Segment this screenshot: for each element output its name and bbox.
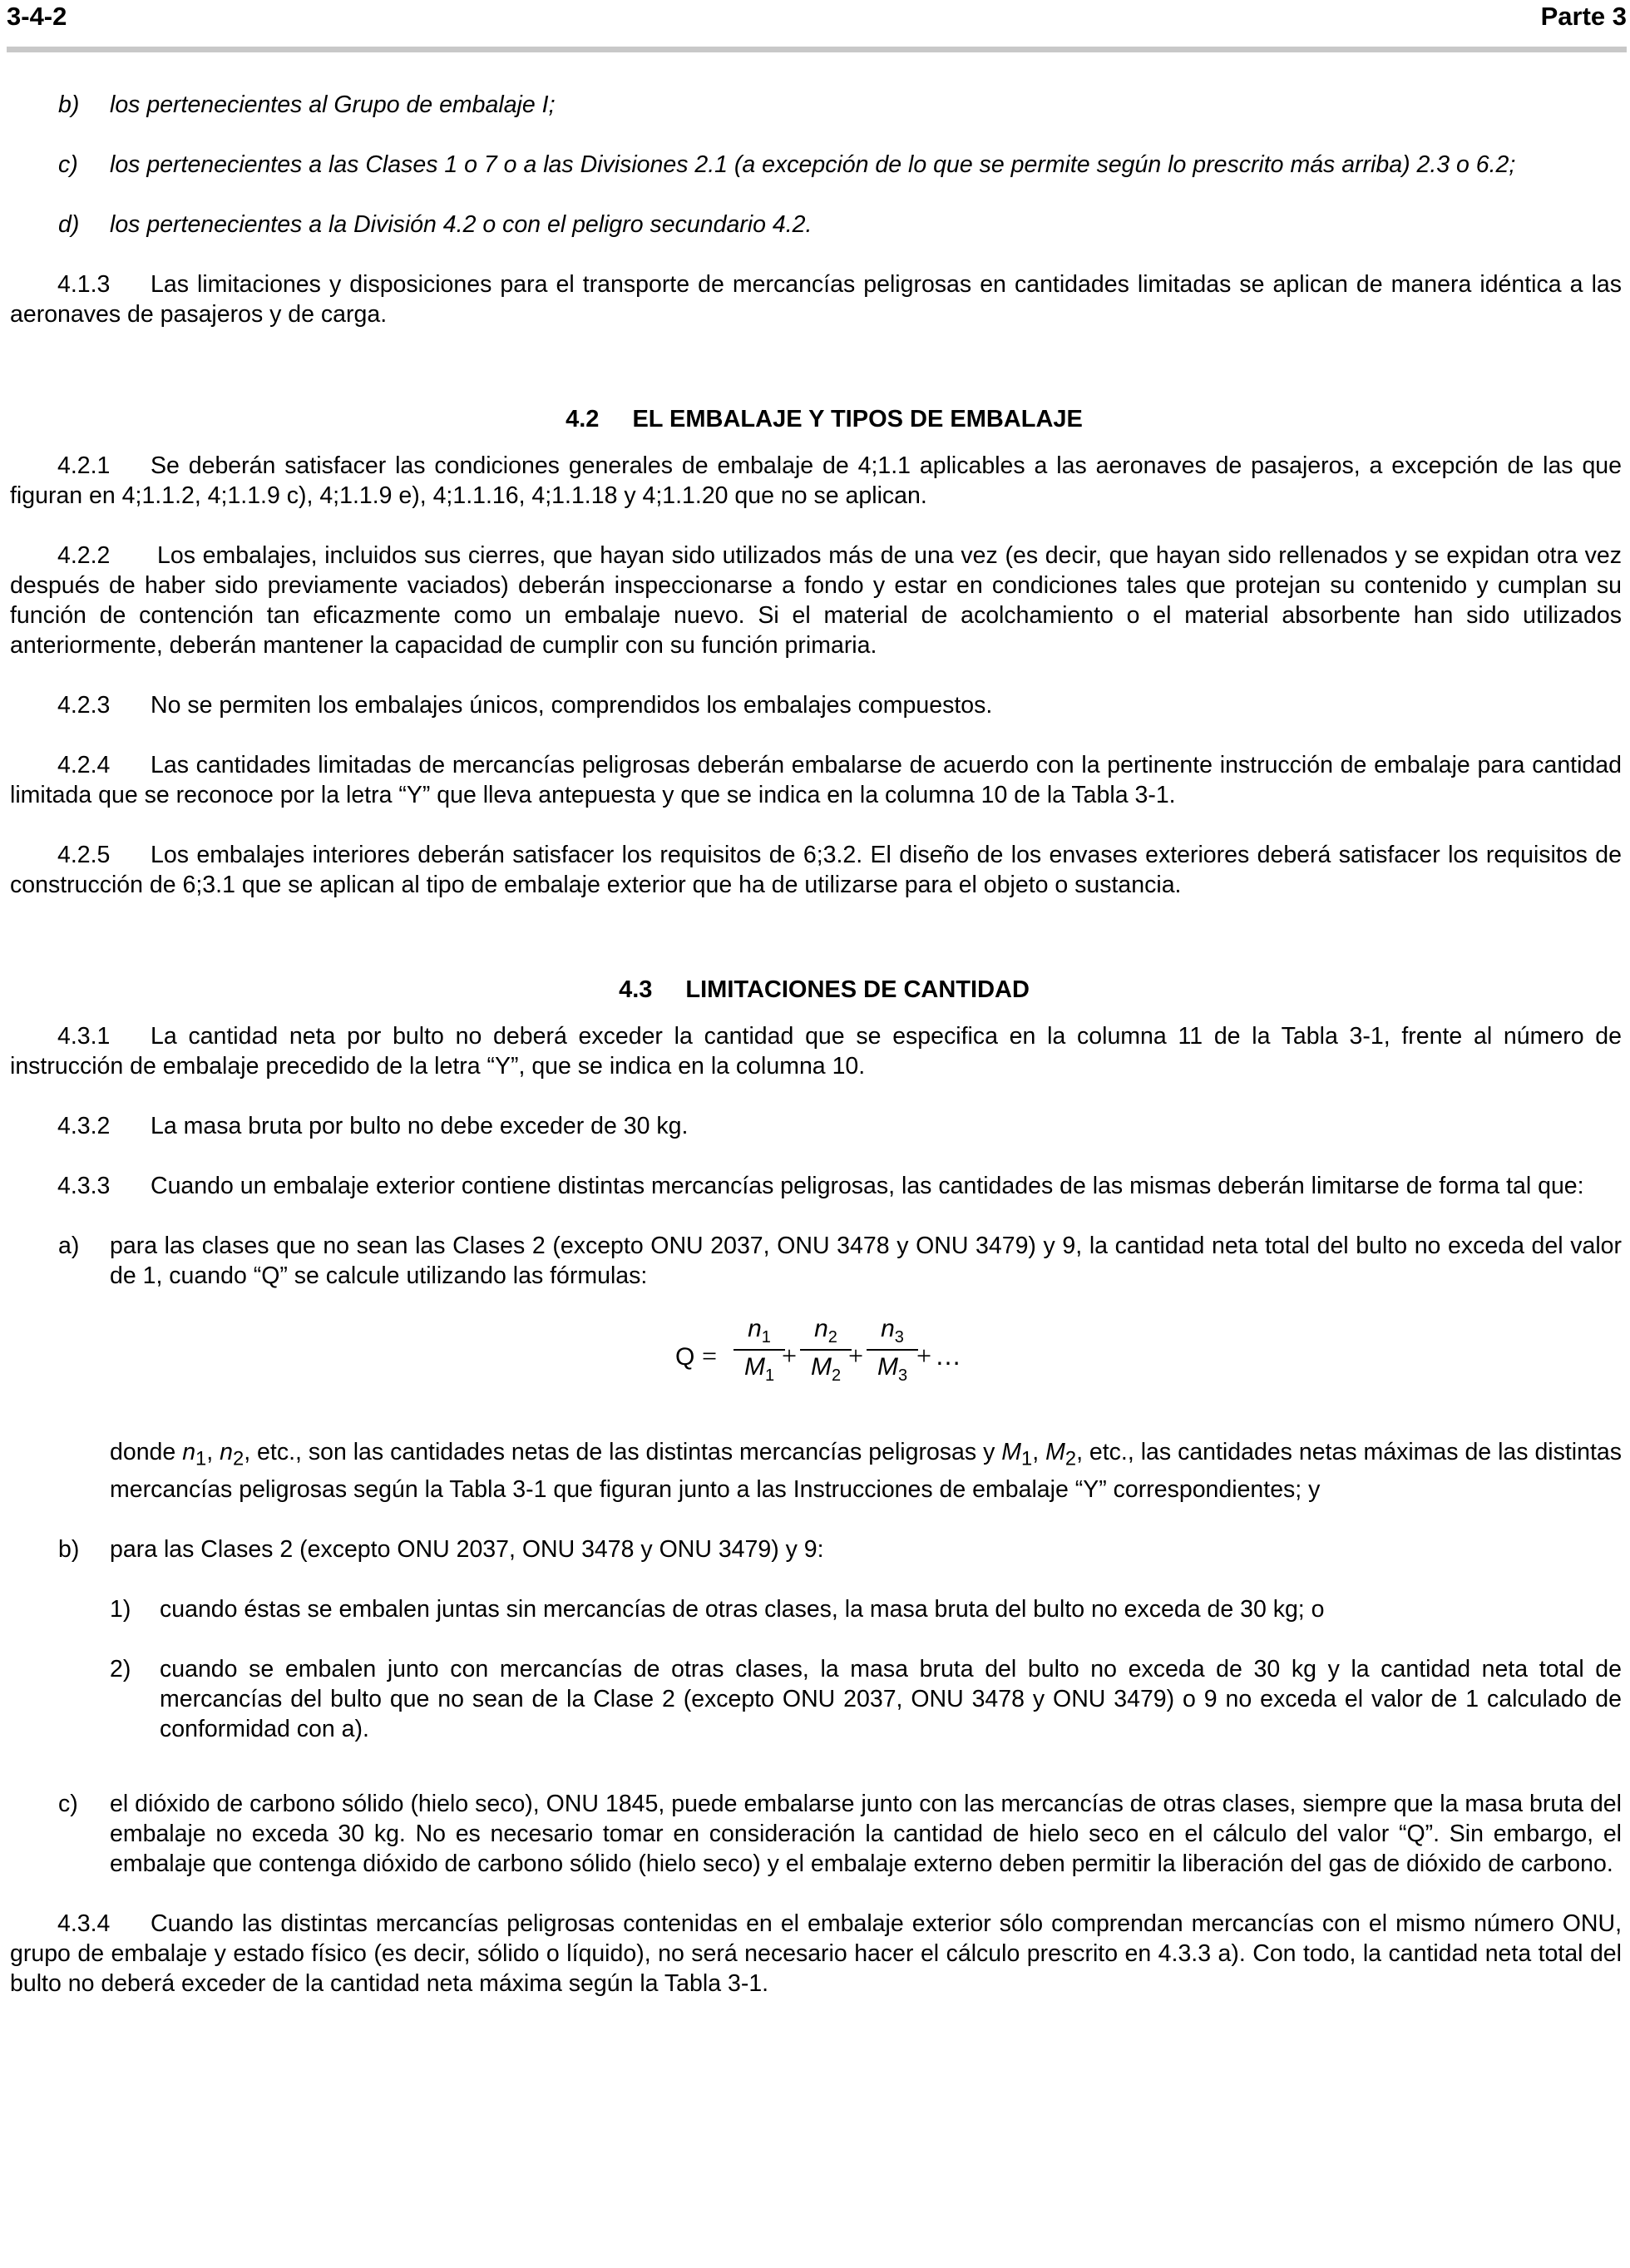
denominator-sub: 1: [764, 1366, 775, 1385]
paragraph-4-1-3: [10, 269, 1622, 329]
paragraph-text: La cantidad neta por bulto no deberá exceder la cantidad que se especifica en la columna 11 de la Tabla 3-1, frente al número de instrucción de embalaje precedido de la letra “Y”, que se indica en la columna 10.: [10, 1023, 1622, 1080]
paragraph-text: Las limitaciones y disposiciones para el transporte de mercancías peligrosas en cantidades limitadas se aplican de manera idéntica a las aeronaves de pasajeros y de carga.: [10, 271, 1622, 328]
heading-title: LIMITACIONES DE CANTIDAD: [685, 976, 1030, 1003]
paragraph-text: Cuando un embalaje exterior contiene distintas mercancías peligrosas, las cantidades de las mismas deberán limitarse de forma tal que:: [151, 1173, 1584, 1199]
paragraph-number: 4.2.3: [57, 692, 111, 719]
paragraph-number: 4.3.1: [57, 1023, 111, 1050]
formula-equals: =: [702, 1341, 718, 1371]
sub-2: 2: [1064, 1447, 1077, 1470]
heading-number: 4.2: [566, 406, 600, 432]
document-body: [10, 90, 1622, 2028]
paragraph-text: No se permiten los embalajes únicos, comprendidos los embalajes compuestos.: [151, 692, 993, 719]
list-item-a: [10, 1231, 1622, 1291]
list-text: los pertenecientes al Grupo de embalaje I;: [110, 91, 556, 118]
paragraph-text: Se deberán satisfacer las condiciones generales de embalaje de 4;1.1 aplicables a las aeronaves de pasajeros, a excepción de las que figuran en 4;1.1.2, 4;1.1.9 c), 4;1.1.9 e), 4;1.1.16, 4;1.1.18 y 4;1.1.20 que no se aplican.: [10, 452, 1622, 509]
section-heading-4-3: [10, 975, 1622, 1005]
denominator-var: M: [810, 1353, 832, 1381]
page-header: [7, 0, 1627, 52]
list-item-b-top: [10, 90, 1622, 120]
heading-number: 4.3: [619, 976, 653, 1003]
paragraph-number: 4.3.2: [57, 1113, 111, 1139]
paragraph-4-3-2: [10, 1111, 1622, 1141]
list-label: c): [58, 151, 78, 178]
sublist-item-1: [10, 1594, 1622, 1624]
formula-plus: +: [782, 1341, 798, 1371]
text-run: ,: [1032, 1439, 1046, 1465]
heading-title: EL EMBALAJE Y TIPOS DE EMBALAJE: [632, 406, 1083, 432]
text-run: donde: [110, 1439, 183, 1465]
paragraph-text: Cuando las distintas mercancías peligrosas contenidas en el embalaje exterior sólo comprendan mercancías con el mismo número ONU, grupo de embalaje y estado físico (es decir, sólido o líquido), no será necesario hacer el cálculo prescrito en 4.3.3 a). Con todo, la cantidad neta total del bulto no deberá exceder de la cantidad neta máxima según la Tabla 3-1.: [10, 1910, 1622, 1997]
var-m: M: [1001, 1439, 1022, 1465]
fraction-bar: [734, 1349, 785, 1351]
fraction-bar: [867, 1349, 918, 1351]
list-label: c): [58, 1790, 78, 1817]
page-number: 3-4-2: [7, 2, 67, 31]
paragraph-4-2-1: [10, 451, 1622, 511]
paragraph-4-3-3: [10, 1171, 1622, 1201]
paragraph-text: La masa bruta por bulto no debe exceder de 30 kg.: [151, 1113, 689, 1139]
var-m: M: [1045, 1439, 1065, 1465]
paragraph-number: 4.2.1: [57, 452, 111, 479]
formula-ellipsis: …: [935, 1341, 961, 1371]
paragraph-text: Las cantidades limitadas de mercancías peligrosas deberán embalarse de acuerdo con la pertinente instrucción de embalaje para cantidad limitada que se reconoce por la letra “Y” que lleva antepuesta y que se indica en la columna 10 de la Tabla 3-1.: [10, 752, 1622, 808]
list-item-c-top: [10, 150, 1622, 180]
numerator-sub: 3: [894, 1328, 904, 1346]
paragraph-4-3-1: [10, 1021, 1622, 1081]
list-text: para las clases que no sean las Clases 2 (excepto ONU 2037, ONU 3478 y ONU 3479) y 9, la cantidad neta total del bulto no exceda del valor de 1, cuando “Q” se calcule utilizando las fórmulas:: [110, 1233, 1622, 1289]
sub-1: 1: [1021, 1447, 1033, 1470]
denominator-var: M: [743, 1353, 765, 1381]
sublist-text: cuando éstas se embalen juntas sin mercancías de otras clases, la masa bruta del bulto no exceda de 30 kg; o: [160, 1595, 1325, 1623]
paragraph-number: 4.3.3: [57, 1173, 111, 1199]
paragraph-number: 4.1.3: [57, 271, 111, 298]
numerator-var: n: [748, 1315, 762, 1342]
q-formula: [10, 1307, 1622, 1407]
list-label: b): [58, 91, 80, 118]
donde-explanation: [10, 1437, 1622, 1505]
paragraph-4-2-3: [10, 690, 1622, 720]
denominator-sub: 3: [897, 1366, 908, 1385]
paragraph-number: 4.2.4: [57, 752, 111, 778]
section-heading-4-2: [10, 404, 1622, 434]
list-label: b): [58, 1535, 80, 1563]
text-run: , etc., las cantidades netas máximas de las distintas mercancías peligrosas según la Tabla 3-1 que figuran junto a las Instrucciones de embalaje “Y” correspondientes; y: [110, 1439, 1622, 1503]
paragraph-4-3-4: [10, 1909, 1622, 1999]
list-item-d-top: [10, 210, 1622, 240]
text-run: , etc., son las cantidades netas de las distintas mercancías peligrosas y: [244, 1439, 1002, 1465]
paragraph-text: Los embalajes interiores deberán satisfacer los requisitos de 6;3.2. El diseño de los envases exteriores deberá satisfacer los requisitos de construcción de 6;3.1 que se aplican al tipo de embalaje exterior que ha de utilizarse para el objeto o sustancia.: [10, 842, 1622, 898]
paragraph-number: 4.3.4: [57, 1910, 111, 1937]
denominator-var: M: [877, 1353, 898, 1381]
list-text: para las Clases 2 (excepto ONU 2037, ONU 3478 y ONU 3479) y 9:: [110, 1535, 824, 1563]
paragraph-4-2-2: [10, 541, 1622, 660]
numerator-sub: 2: [827, 1328, 837, 1346]
formula-plus: +: [916, 1341, 932, 1371]
formula-plus: +: [848, 1341, 864, 1371]
sub-1: 1: [195, 1447, 207, 1470]
paragraph-4-2-5: [10, 840, 1622, 900]
fraction-2: [800, 1314, 852, 1391]
list-item-b: [10, 1534, 1622, 1564]
sublist-item-2: [10, 1654, 1622, 1744]
numerator-var: n: [881, 1315, 895, 1342]
fraction-3: [867, 1314, 918, 1391]
text-run: ,: [206, 1439, 220, 1465]
list-label: d): [58, 211, 80, 238]
paragraph-number: 4.2.5: [57, 842, 111, 868]
list-label: a): [58, 1233, 80, 1259]
list-item-c: [10, 1789, 1622, 1879]
sub-2: 2: [232, 1447, 244, 1470]
var-n: n: [182, 1439, 196, 1465]
paragraph-text: Los embalajes, incluidos sus cierres, que hayan sido utilizados más de una vez (es decir, que hayan sido rellenados y se expidan otra vez después de haber sido previamente vaciados) deberán inspeccionarse a fondo y estar en condiciones tales que protejan su contenido y cumplan su función de contención tan eficazmente como un embalaje nuevo. Si el material de acolchamiento o el material absorbente han sido utilizados anteriormente, deberán mantener la capacidad de cumplir con su función primaria.: [10, 542, 1622, 659]
paragraph-number: 4.2.2: [57, 542, 111, 569]
list-text: los pertenecientes a las Clases 1 o 7 o a las Divisiones 2.1 (a excepción de lo que se permite según lo prescrito más arriba) 2.3 o 6.2;: [110, 151, 1516, 178]
sublist-text: cuando se embalen junto con mercancías de otras clases, la masa bruta del bulto no exceda de 30 kg y la cantidad neta total de mercancías del bulto que no sean de la Clase 2 (excepto ONU 2037, ONU 3478 y ONU 3479) o 9 no exceda el valor de 1 calculado de conformidad con a).: [160, 1655, 1622, 1742]
sublist-label: 1): [110, 1595, 131, 1623]
fraction-bar: [800, 1349, 852, 1351]
part-label: Parte 3: [1540, 2, 1627, 31]
var-n: n: [220, 1439, 233, 1465]
paragraph-4-2-4: [10, 750, 1622, 810]
fraction-1: [734, 1314, 785, 1391]
list-text: los pertenecientes a la División 4.2 o con el peligro secundario 4.2.: [110, 211, 813, 238]
list-text: el dióxido de carbono sólido (hielo seco), ONU 1845, puede embalarse junto con las mercancías de otras clases, siempre que la masa bruta del embalaje no exceda 30 kg. No es necesario tomar en consideración la cantidad de hielo seco en el cálculo del valor “Q”. Sin embargo, el embalaje que contenga dióxido de carbono sólido (hielo seco) y el embalaje externo deben permitir la liberación del gas de dióxido de carbono.: [110, 1790, 1622, 1877]
formula-q: Q: [675, 1343, 695, 1371]
numerator-sub: 1: [761, 1328, 771, 1346]
sublist-label: 2): [110, 1655, 131, 1682]
denominator-sub: 2: [831, 1366, 842, 1385]
numerator-var: n: [814, 1315, 828, 1342]
